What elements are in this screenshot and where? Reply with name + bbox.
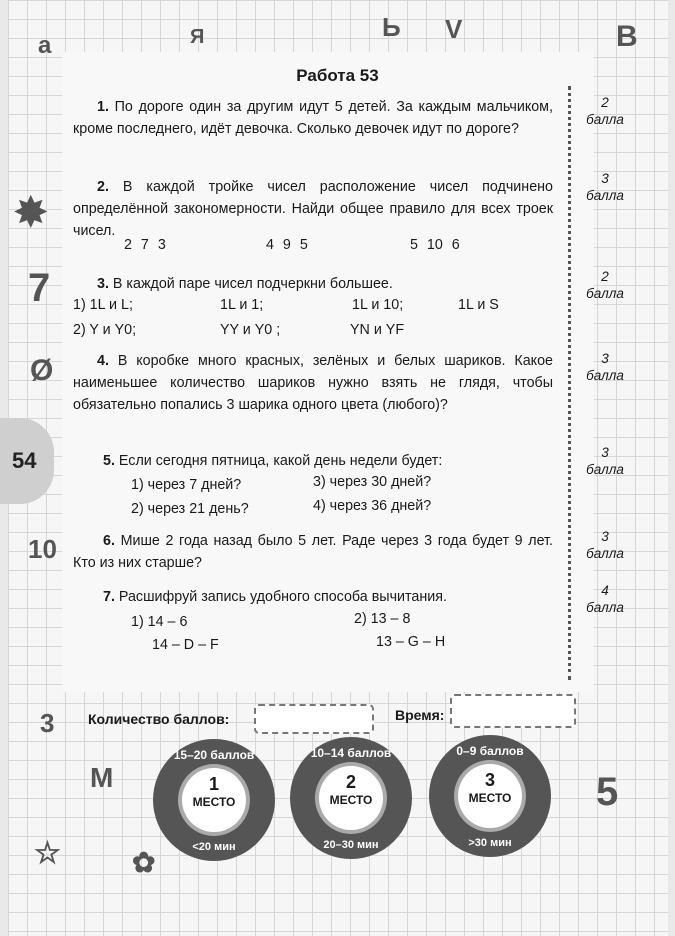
task-number: 3. (97, 276, 109, 292)
score-5 (572, 444, 638, 478)
score-unit: балла (586, 368, 624, 383)
score-unit: балла (586, 112, 624, 127)
task-text: В каждой тройке чисел расположение чисел подчинено определённой закономерности. Найди общее правило для всех троек чисел. (73, 179, 553, 239)
task-text: Расшифруй запись удобного способа вычитания. (118, 589, 447, 605)
task-number: 7. (103, 589, 115, 605)
score-1 (572, 94, 638, 128)
badge-place-number: 3 (484, 770, 495, 790)
badge-range: 10–14 баллов (310, 746, 392, 760)
points-label: Количество баллов: (88, 711, 230, 727)
score-unit: балла (586, 600, 624, 615)
task-text: По дороге один за другим идут 5 детей. За каждым мальчиком, кроме последнего, идёт девочка. Сколько девочек идут по дороге? (73, 99, 553, 137)
score-value: 3 (601, 445, 609, 460)
star-doodle-icon: ✸ (14, 191, 48, 235)
task-4 (73, 350, 553, 416)
score-4 (572, 350, 638, 384)
score-7 (572, 582, 638, 616)
task-text: В коробке много красных, зелёных и белых шариков. Какое наименьшее количество шариков нужно взять не глядя, чтобы обязательно попались 3 шарика одного цвета (любого)? (73, 353, 553, 413)
subtraction-2-line-2: 13 – G – H (376, 634, 446, 650)
page-number-tab (0, 418, 54, 504)
task-1 (73, 96, 553, 140)
score-unit: балла (586, 286, 624, 301)
task-2 (73, 176, 553, 242)
letter-doodle-ya: Я (190, 26, 205, 48)
pair-row-2c: YN и YF (350, 322, 405, 338)
badge-time: >30 мин (468, 837, 512, 849)
subtraction-2-line-1: 2) 13 – 8 (354, 611, 411, 627)
place-badge-1 (152, 738, 276, 862)
badge-center (319, 766, 383, 830)
badge-place-word: МЕСТО (192, 795, 236, 809)
task-7 (73, 586, 553, 608)
triple-1: 2 7 3 (124, 237, 166, 253)
score-unit: балла (586, 462, 624, 477)
pair-row-1a: 1) 1L и L; (73, 297, 133, 313)
badge-center (182, 768, 246, 832)
badge-time: 20–30 мин (323, 839, 379, 851)
time-input-box[interactable] (450, 694, 576, 728)
points-input-box[interactable] (254, 704, 374, 734)
score-value: 3 (601, 529, 609, 544)
subtraction-1-line-1: 1) 14 – 6 (131, 614, 188, 630)
day-option-2: 2) через 21 день? (131, 501, 249, 517)
badge-range: 0–9 баллов (456, 744, 524, 758)
day-option-4: 4) через 36 дней? (313, 498, 432, 514)
page-title: Работа 53 (296, 66, 379, 85)
letter-doodle-m: M (90, 762, 114, 793)
day-option-3: 3) через 30 дней? (313, 474, 432, 490)
score-2 (572, 170, 638, 204)
task-number: 1. (97, 99, 109, 115)
badge-range: 15–20 баллов (173, 748, 255, 762)
score-value: 4 (601, 583, 609, 598)
triple-3: 5 10 6 (410, 237, 460, 253)
score-value: 3 (601, 351, 609, 366)
task-number: 5. (103, 453, 115, 469)
task-3 (73, 273, 553, 295)
score-unit: балла (586, 188, 624, 203)
task-5 (73, 450, 553, 472)
digit-doodle-10: 10 (28, 534, 57, 564)
star-doodle-icon-2: ☆ (34, 837, 61, 870)
badge-place-word: МЕСТО (468, 791, 512, 805)
task-number: 6. (103, 533, 115, 549)
score-value: 3 (601, 171, 609, 186)
badge-place-word: МЕСТО (329, 793, 373, 807)
score-6 (572, 528, 638, 562)
letter-doodle-a: a (38, 32, 52, 59)
task-6 (73, 530, 553, 574)
place-badge-3 (428, 734, 552, 858)
score-value: 2 (601, 269, 609, 284)
letter-doodle-v2: В (616, 20, 638, 53)
badge-place-number: 2 (345, 772, 356, 792)
day-option-1: 1) через 7 дней? (131, 477, 242, 493)
task-text: Мише 2 года назад было 5 лет. Раде через 3 года будет 9 лет. Кто из них старше? (73, 533, 553, 571)
digit-doodle-0: Ø (30, 354, 54, 387)
task-text: Если сегодня пятница, какой день недели будет: (118, 453, 443, 469)
digit-doodle-5: 5 (596, 770, 619, 814)
badge-time: <20 мин (192, 841, 236, 853)
letter-doodle-b: Ь (382, 12, 401, 42)
digit-doodle-3: 3 (40, 708, 55, 738)
score-unit: балла (586, 546, 624, 561)
pair-row-1d: 1L и S (458, 297, 499, 313)
task-number: 2. (97, 179, 109, 195)
digit-doodle-7: 7 (28, 266, 51, 310)
flower-doodle-icon: ✿ (132, 847, 156, 878)
task-text: В каждой паре чисел подчеркни большее. (112, 276, 393, 292)
score-divider (568, 86, 571, 680)
pair-row-2a: 2) Y и Y0; (73, 322, 137, 338)
pair-row-2b: YY и Y0 ; (220, 322, 281, 338)
badge-place-number: 1 (208, 774, 219, 794)
task-number: 4. (97, 353, 109, 369)
pair-row-1b: 1L и 1; (220, 297, 264, 313)
triple-2: 4 9 5 (266, 237, 308, 253)
subtraction-1-line-2: 14 – D – F (152, 637, 219, 653)
letter-doodle-v: V (445, 14, 463, 44)
score-value: 2 (601, 95, 609, 110)
time-label: Время: (395, 707, 445, 723)
page-number: 54 (12, 448, 37, 473)
badge-center (458, 764, 522, 828)
score-3 (572, 268, 638, 302)
place-badge-2 (289, 736, 413, 860)
pair-row-1c: 1L и 10; (352, 297, 404, 313)
